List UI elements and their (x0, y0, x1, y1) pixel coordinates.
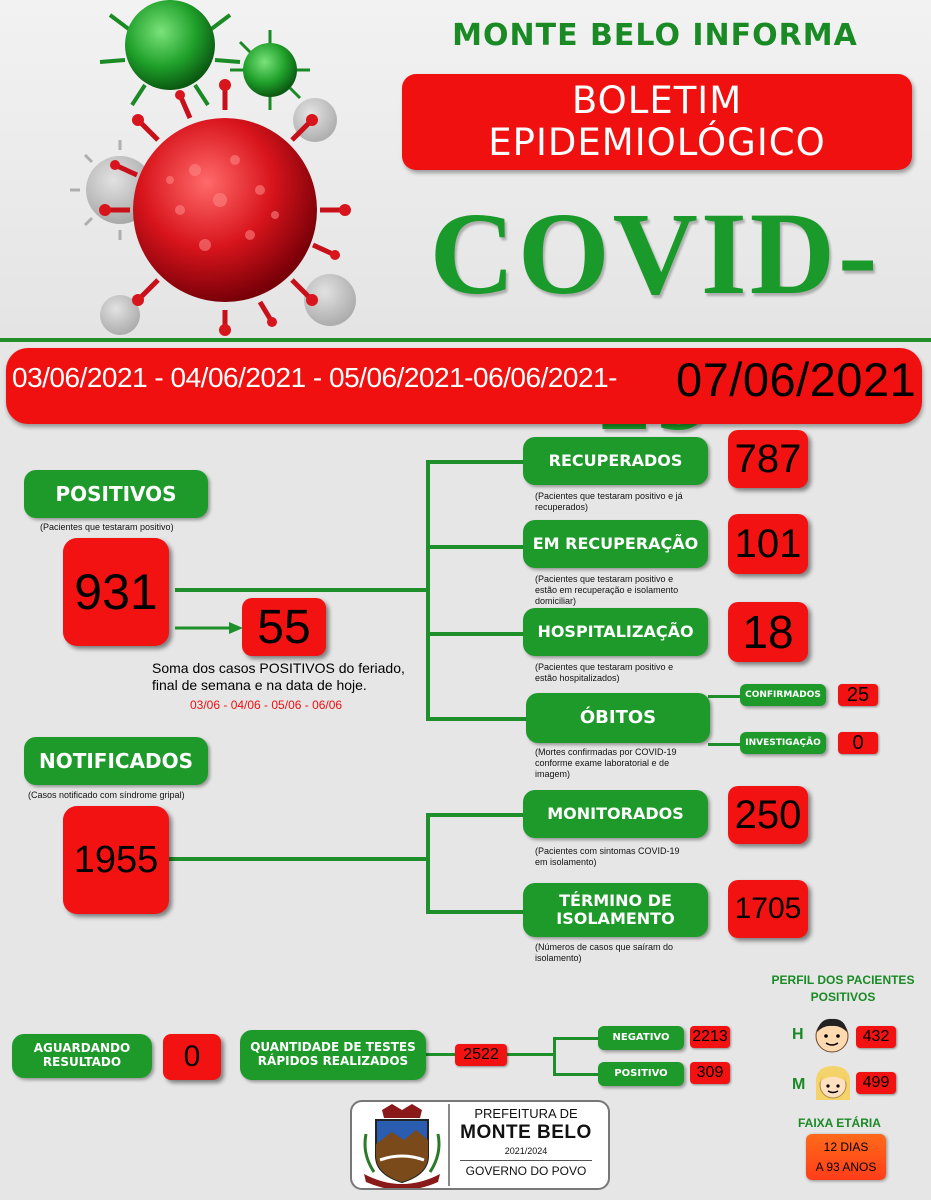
male-avatar-icon (812, 1014, 852, 1054)
positivo-label: POSITIVO (598, 1062, 684, 1086)
confirmados-value: 25 (838, 684, 878, 706)
aguardando-label (12, 1034, 152, 1078)
connector-monitorados (426, 813, 526, 817)
caption-line: estão hospitalizados) (535, 673, 620, 683)
aguardando-value: 0 (163, 1034, 221, 1080)
caption-line: (Mortes confirmadas por COVID-19 (535, 747, 677, 757)
connector-trunk-bottom (426, 813, 430, 913)
recuperados-value: 787 (728, 430, 808, 488)
connector-testes (505, 1053, 555, 1056)
caption-line: (Números de casos que saíram do (535, 942, 674, 952)
perfil-title-line1: PERFIL DOS PACIENTES (771, 973, 915, 987)
positivos-summary-line1: Soma dos casos POSITIVOS do feriado, (152, 660, 405, 676)
hospitalizacao-value: 18 (728, 602, 808, 662)
investigacao-value: 0 (838, 732, 878, 754)
perfil-title-line2: POSITIVOS (810, 990, 876, 1004)
caption-line: (Pacientes com sintomas COVID-19 (535, 846, 680, 856)
green-virus-icon (100, 0, 240, 105)
connector-termino (426, 910, 526, 914)
aguardando-label-line1: AGUARDANDO (33, 1041, 131, 1056)
dates-range: 03/06/2021 - 04/06/2021 - 05/06/2021-06/06/2021- (12, 362, 617, 393)
boletim-banner (402, 74, 912, 170)
testes-label (240, 1030, 426, 1080)
covid-title: COVID- (429, 188, 881, 319)
hospitalizacao-label: HOSPITALIZAÇÃO (523, 608, 708, 656)
faixa-line2: A 93 ANOS (815, 1160, 877, 1174)
termino-value: 1705 (728, 880, 808, 938)
caption-line: (Pacientes que testaram positivo e já (535, 491, 683, 501)
monitorados-label: MONITORADOS (523, 790, 708, 838)
connector-testes-left (426, 1053, 456, 1056)
connector-notificados (168, 857, 430, 861)
perfil-m-value: 499 (856, 1072, 896, 1094)
monitorados-caption (535, 846, 680, 868)
caption-line: (Pacientes que testaram positivo e (535, 662, 674, 672)
red-virus-icon (99, 79, 351, 336)
logo-line4: GOVERNO DO POVO (465, 1164, 587, 1178)
connector-investigacao (708, 743, 744, 746)
header-divider (0, 338, 931, 342)
dates-current: 07/06/2021 (676, 353, 917, 406)
negativo-label: NEGATIVO (598, 1026, 684, 1050)
connector-obitos (426, 717, 526, 721)
connector-testes-trunk (553, 1037, 556, 1075)
logo-line2: MONTE BELO (460, 1122, 592, 1143)
hospitalizacao-caption (535, 662, 673, 684)
positivo-value: 309 (690, 1062, 730, 1084)
coat-of-arms-icon (362, 1104, 442, 1188)
testes-label-line1: QUANTIDADE DE TESTES (250, 1040, 416, 1055)
caption-line: (Pacientes que testaram positivo e (535, 574, 674, 584)
logo-rule (460, 1160, 592, 1161)
recuperados-caption (535, 491, 683, 513)
obitos-caption (535, 747, 677, 780)
positivos-caption: (Pacientes que testaram positivo) (40, 522, 174, 532)
caption-line: imagem) (535, 769, 571, 779)
recuperados-label: RECUPERADOS (523, 437, 708, 485)
positivos-summary-line2: final de semana e na data de hoje. (152, 677, 367, 693)
connector-trunk-top (426, 460, 430, 720)
faixa-title: FAIXA ETÁRIA (798, 1116, 881, 1130)
positivos-label: POSITIVOS (24, 470, 208, 518)
connector-em-recuperacao (426, 545, 526, 549)
perfil-h-label: H (792, 1026, 804, 1043)
em-recuperacao-caption (535, 574, 678, 607)
termino-caption (535, 942, 673, 964)
confirmados-label: CONFIRMADOS (740, 684, 826, 706)
obitos-label: ÓBITOS (526, 693, 710, 743)
virus-illustration (60, 0, 400, 340)
termino-label (523, 883, 708, 937)
boletim-line-1: BOLETIM (571, 79, 743, 122)
monitorados-value: 250 (728, 786, 808, 844)
connector-confirmados (708, 695, 744, 698)
positivos-new-value: 55 (242, 598, 326, 656)
testes-value: 2522 (455, 1044, 507, 1066)
notificados-value: 1955 (63, 806, 169, 914)
perfil-h-value: 432 (856, 1026, 896, 1048)
termino-label-line2: ISOLAMENTO (556, 909, 675, 928)
connector-hospitalizacao (426, 632, 526, 636)
notificados-caption: (Casos notificado com síndrome gripal) (28, 790, 185, 800)
caption-line: isolamento) (535, 953, 582, 963)
female-avatar-icon (812, 1062, 854, 1104)
arrow-right-icon (175, 620, 243, 636)
connector-positivos (175, 588, 430, 592)
caption-line: estão em recuperação e isolamento (535, 585, 679, 595)
positivos-value: 931 (63, 538, 169, 646)
brand-title: MONTE BELO INFORMA (452, 18, 858, 53)
negativo-value: 2213 (690, 1026, 730, 1048)
boletim-line-2: EPIDEMIOLÓGICO (488, 121, 826, 164)
caption-line: em isolamento) (535, 857, 597, 867)
investigacao-label: INVESTIGAÇÃO (740, 732, 826, 754)
em-recuperacao-value: 101 (728, 514, 808, 574)
notificados-label: NOTIFICADOS (24, 737, 208, 785)
aguardando-label-line2: RESULTADO (42, 1055, 122, 1069)
logo-line1: PREFEITURA DE (474, 1106, 578, 1121)
caption-line: conforme exame laboratorial e de (535, 758, 670, 768)
caption-line: recuperados) (535, 502, 589, 512)
positivos-summary-dates: 03/06 - 04/06 - 05/06 - 06/06 (190, 698, 343, 712)
em-recuperacao-label: EM RECUPERAÇÃO (523, 520, 708, 568)
testes-label-line2: RÁPIDOS REALIZADOS (257, 1054, 409, 1068)
faixa-line1: 12 DIAS (823, 1140, 869, 1154)
faixa-box (806, 1134, 886, 1180)
termino-label-line1: TÉRMINO DE (559, 890, 672, 910)
connector-recuperados (426, 460, 526, 464)
perfil-title (758, 972, 928, 1006)
perfil-m-label: M (792, 1076, 806, 1093)
logo-line3: 2021/2024 (504, 1146, 548, 1156)
connector-positivo (553, 1073, 599, 1076)
caption-line: domiciliar) (535, 596, 577, 606)
connector-negativo (553, 1037, 599, 1040)
